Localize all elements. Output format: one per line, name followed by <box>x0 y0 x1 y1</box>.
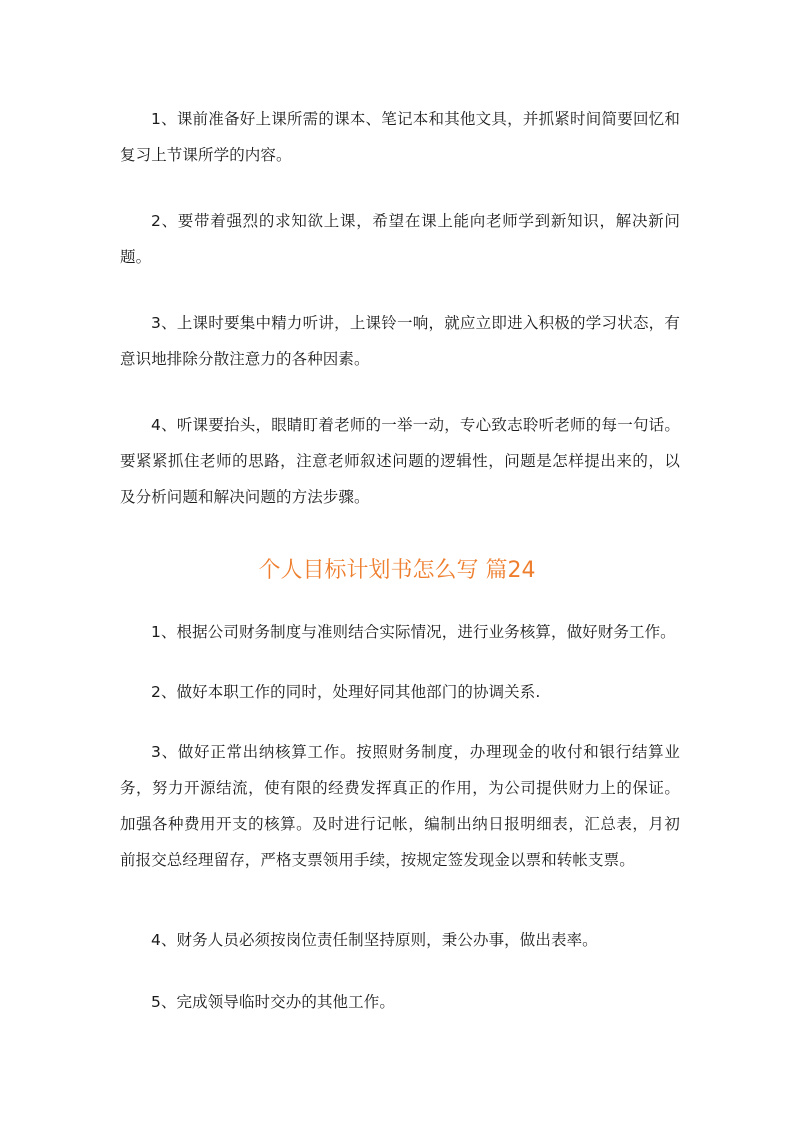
paragraph-24-1: 1、根据公司财务制度与准则结合实际情况，进行业务核算，做好财务工作。 <box>151 623 676 641</box>
paragraph-prev-2: 2、要带着强烈的求知欲上课，希望在课上能向老师学到新知识，解决新问题。 <box>120 212 680 266</box>
paragraph-24-4: 4、财务人员必须按岗位责任制坚持原则，秉公办事，做出表率。 <box>151 931 598 949</box>
paragraph-prev-4: 4、听课要抬头，眼睛盯着老师的一举一动，专心致志聆听老师的每一句话。要紧紧抓住老师的思路，注意老师叙述问题的逻辑性，问题是怎样提出来的，以及分析问题和解决问题的方法步骤。 <box>120 416 680 506</box>
paragraph-24-2: 2、做好本职工作的同时，处理好同其他部门的协调关系. <box>151 683 541 701</box>
paragraph-24-5: 5、完成领导临时交办的其他工作。 <box>151 993 395 1011</box>
section-heading: 个人目标计划书怎么写 篇24 <box>258 558 536 583</box>
paragraph-24-3: 3、做好正常出纳核算工作。按照财务制度，办理现金的收付和银行结算业务，努力开源结流，使有限的经费发挥真正的作用，为公司提供财力上的保证。加强各种费用开支的核算。及时进行记帐，编制出纳日报明细表，汇总表，月初前报交总经理留存，严格支票领用手续，按规定签发现金以票和转帐支票。 <box>120 743 680 869</box>
paragraph-prev-1: 1、课前准备好上课所需的课本、笔记本和其他文具，并抓紧时间简要回忆和复习上节课所学的内容。 <box>120 110 680 164</box>
paragraph-prev-3: 3、上课时要集中精力听讲，上课铃一响，就应立即进入积极的学习状态，有意识地排除分散注意力的各种因素。 <box>120 314 680 368</box>
